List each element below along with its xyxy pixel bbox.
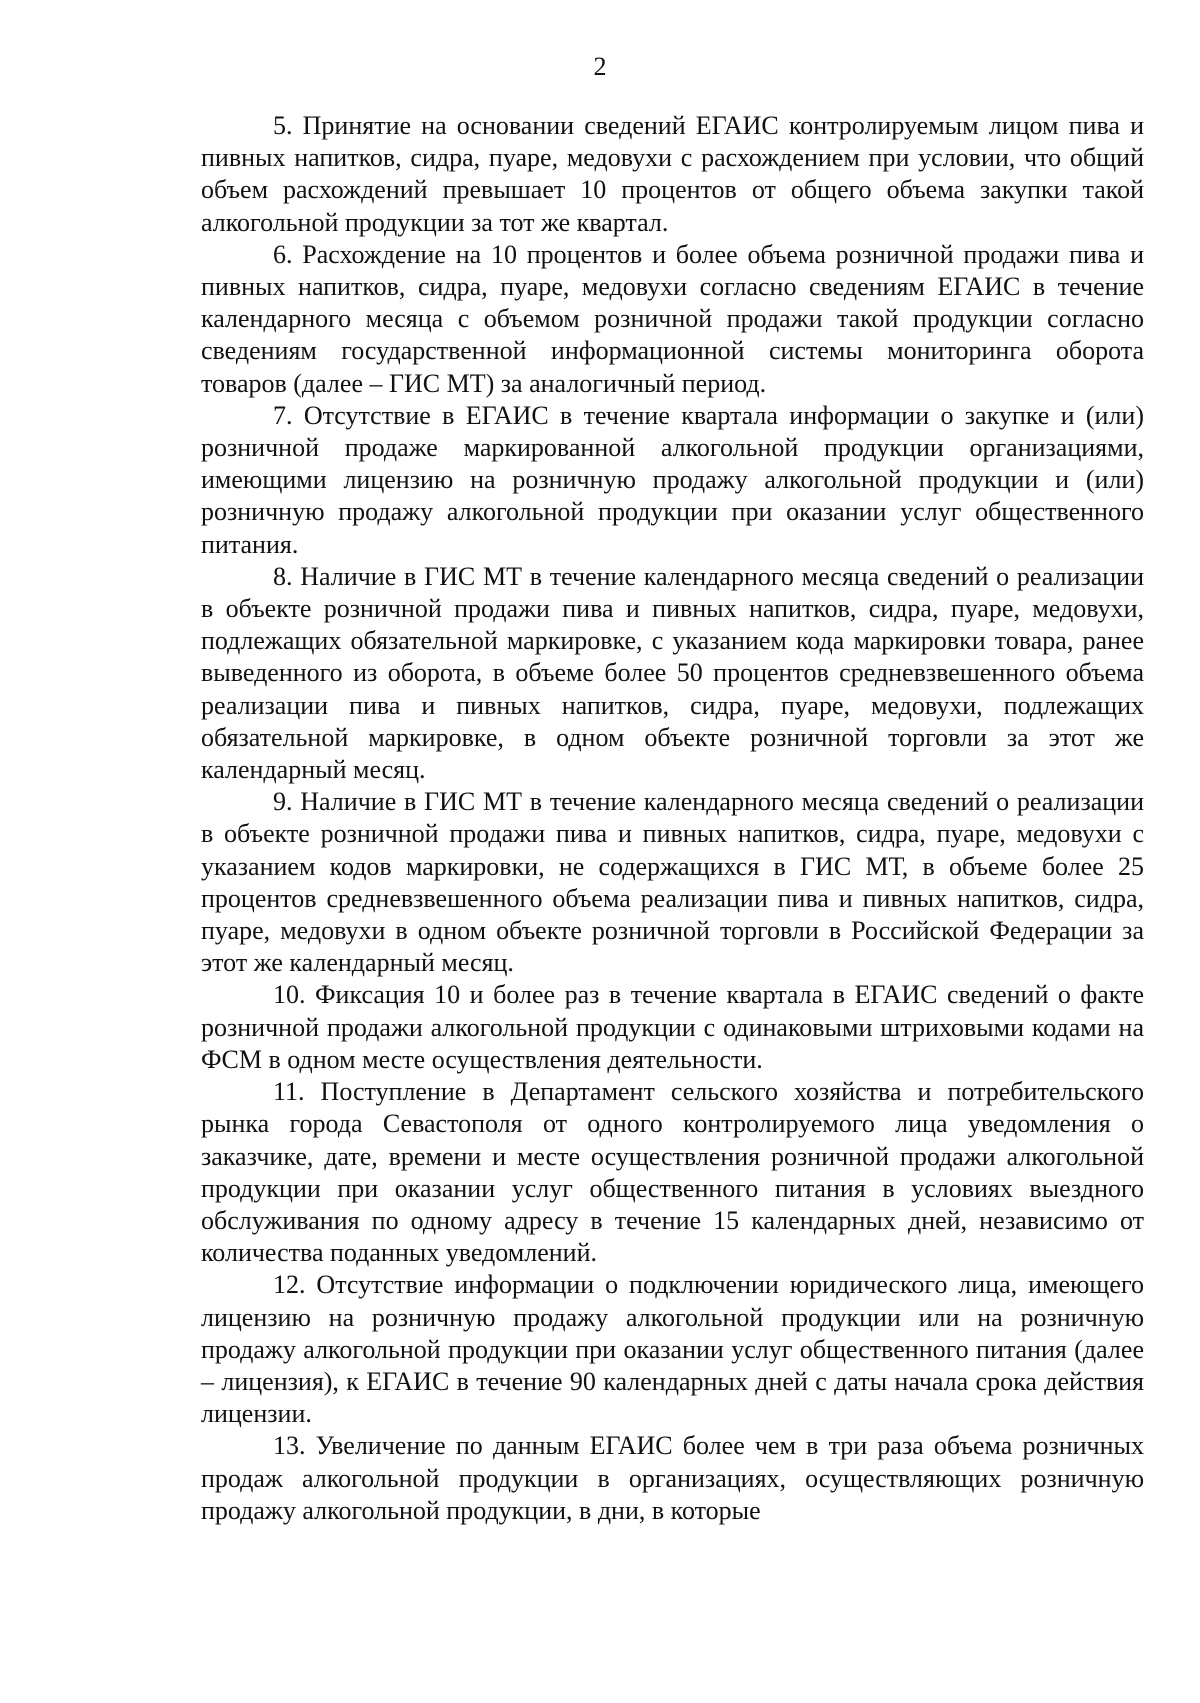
- paragraph-item-10: 10. Фиксация 10 и более раз в течение квартала в ЕГАИС сведений о факте розничной продажи алкогольной продукции с одинаковыми штриховыми кодами на ФСМ в одном месте осуществления деятельности.: [201, 980, 1144, 1074]
- paragraph-item-7: 7. Отсутствие в ЕГАИС в течение квартала информации о закупке и (или) розничной продаже маркированной алкогольной продукции организациями, имеющими лицензию на розничную продажу алкогольной продукции и (или) розничную продажу алкогольной продукции при оказании услуг общественного питания.: [201, 400, 1144, 559]
- paragraph-item-12: 12. Отсутствие информации о подключении юридического лица, имеющего лицензию на розничную продажу алкогольной продукции или на розничную продажу алкогольной продукции при оказании услуг общественного питания (далее – лицензия), к ЕГАИС в течение 90 календарных дней с даты начала срока действия лицензии.: [201, 1270, 1144, 1429]
- paragraph-item-8: 8. Наличие в ГИС МТ в течение календарного месяца сведений о реализации в объекте розничной продажи пива и пивных напитков, сидра, пуаре, медовухи, подлежащих обязательной маркировке, с указанием кода маркировки товара, ранее выведенного из оборота, в объеме более 50 процентов средневзвешенного объема реализации пива и пивных напитков, сидра, пуаре, медовухи, подлежащих обязательной маркировке, в одном объекте розничной торговли за этот же календарный месяц.: [201, 561, 1144, 785]
- paragraph-item-11: 11. Поступление в Департамент сельского хозяйства и потребительского рынка города Севастополя от одного контролируемого лица уведомления о заказчике, дате, времени и месте осуществления розничной продажи алкогольной продукции при оказании услуг общественного питания в условиях выездного обслуживания по одному адресу в течение 15 календарных дней, независимо от количества поданных уведомлений.: [201, 1077, 1144, 1268]
- paragraph-item-9: 9. Наличие в ГИС МТ в течение календарного месяца сведений о реализации в объекте розничной продажи пива и пивных напитков, сидра, пуаре, медовухи с указанием кодов маркировки, не содержащихся в ГИС МТ, в объеме более 25 процентов средневзвешенного объема реализации пива и пивных напитков, сидра, пуаре, медовухи в одном объекте розничной торговли в Российской Федерации за этот же календарный месяц.: [201, 787, 1144, 978]
- page-number: 2: [593, 52, 607, 81]
- document-body: [201, 110, 1144, 1527]
- paragraph-item-6: 6. Расхождение на 10 процентов и более объема розничной продажи пива и пивных напитков, сидра, пуаре, медовухи согласно сведениям ЕГАИС в течение календарного месяца с объемом розничной продажи такой продукции согласно сведениям государственной информационной системы мониторинга оборота товаров (далее – ГИС МТ) за аналогичный период.: [201, 239, 1144, 398]
- paragraph-item-13: 13. Увеличение по данным ЕГАИС более чем в три раза объема розничных продаж алкогольной продукции в организациях, осуществляющих розничную продажу алкогольной продукции, в дни, в которые: [201, 1431, 1144, 1525]
- paragraph-item-5: 5. Принятие на основании сведений ЕГАИС контролируемым лицом пива и пивных напитков, сидра, пуаре, медовухи с расхождением при условии, что общий объем расхождений превышает 10 процентов от общего объема закупки такой алкогольной продукции за тот же квартал.: [201, 111, 1144, 237]
